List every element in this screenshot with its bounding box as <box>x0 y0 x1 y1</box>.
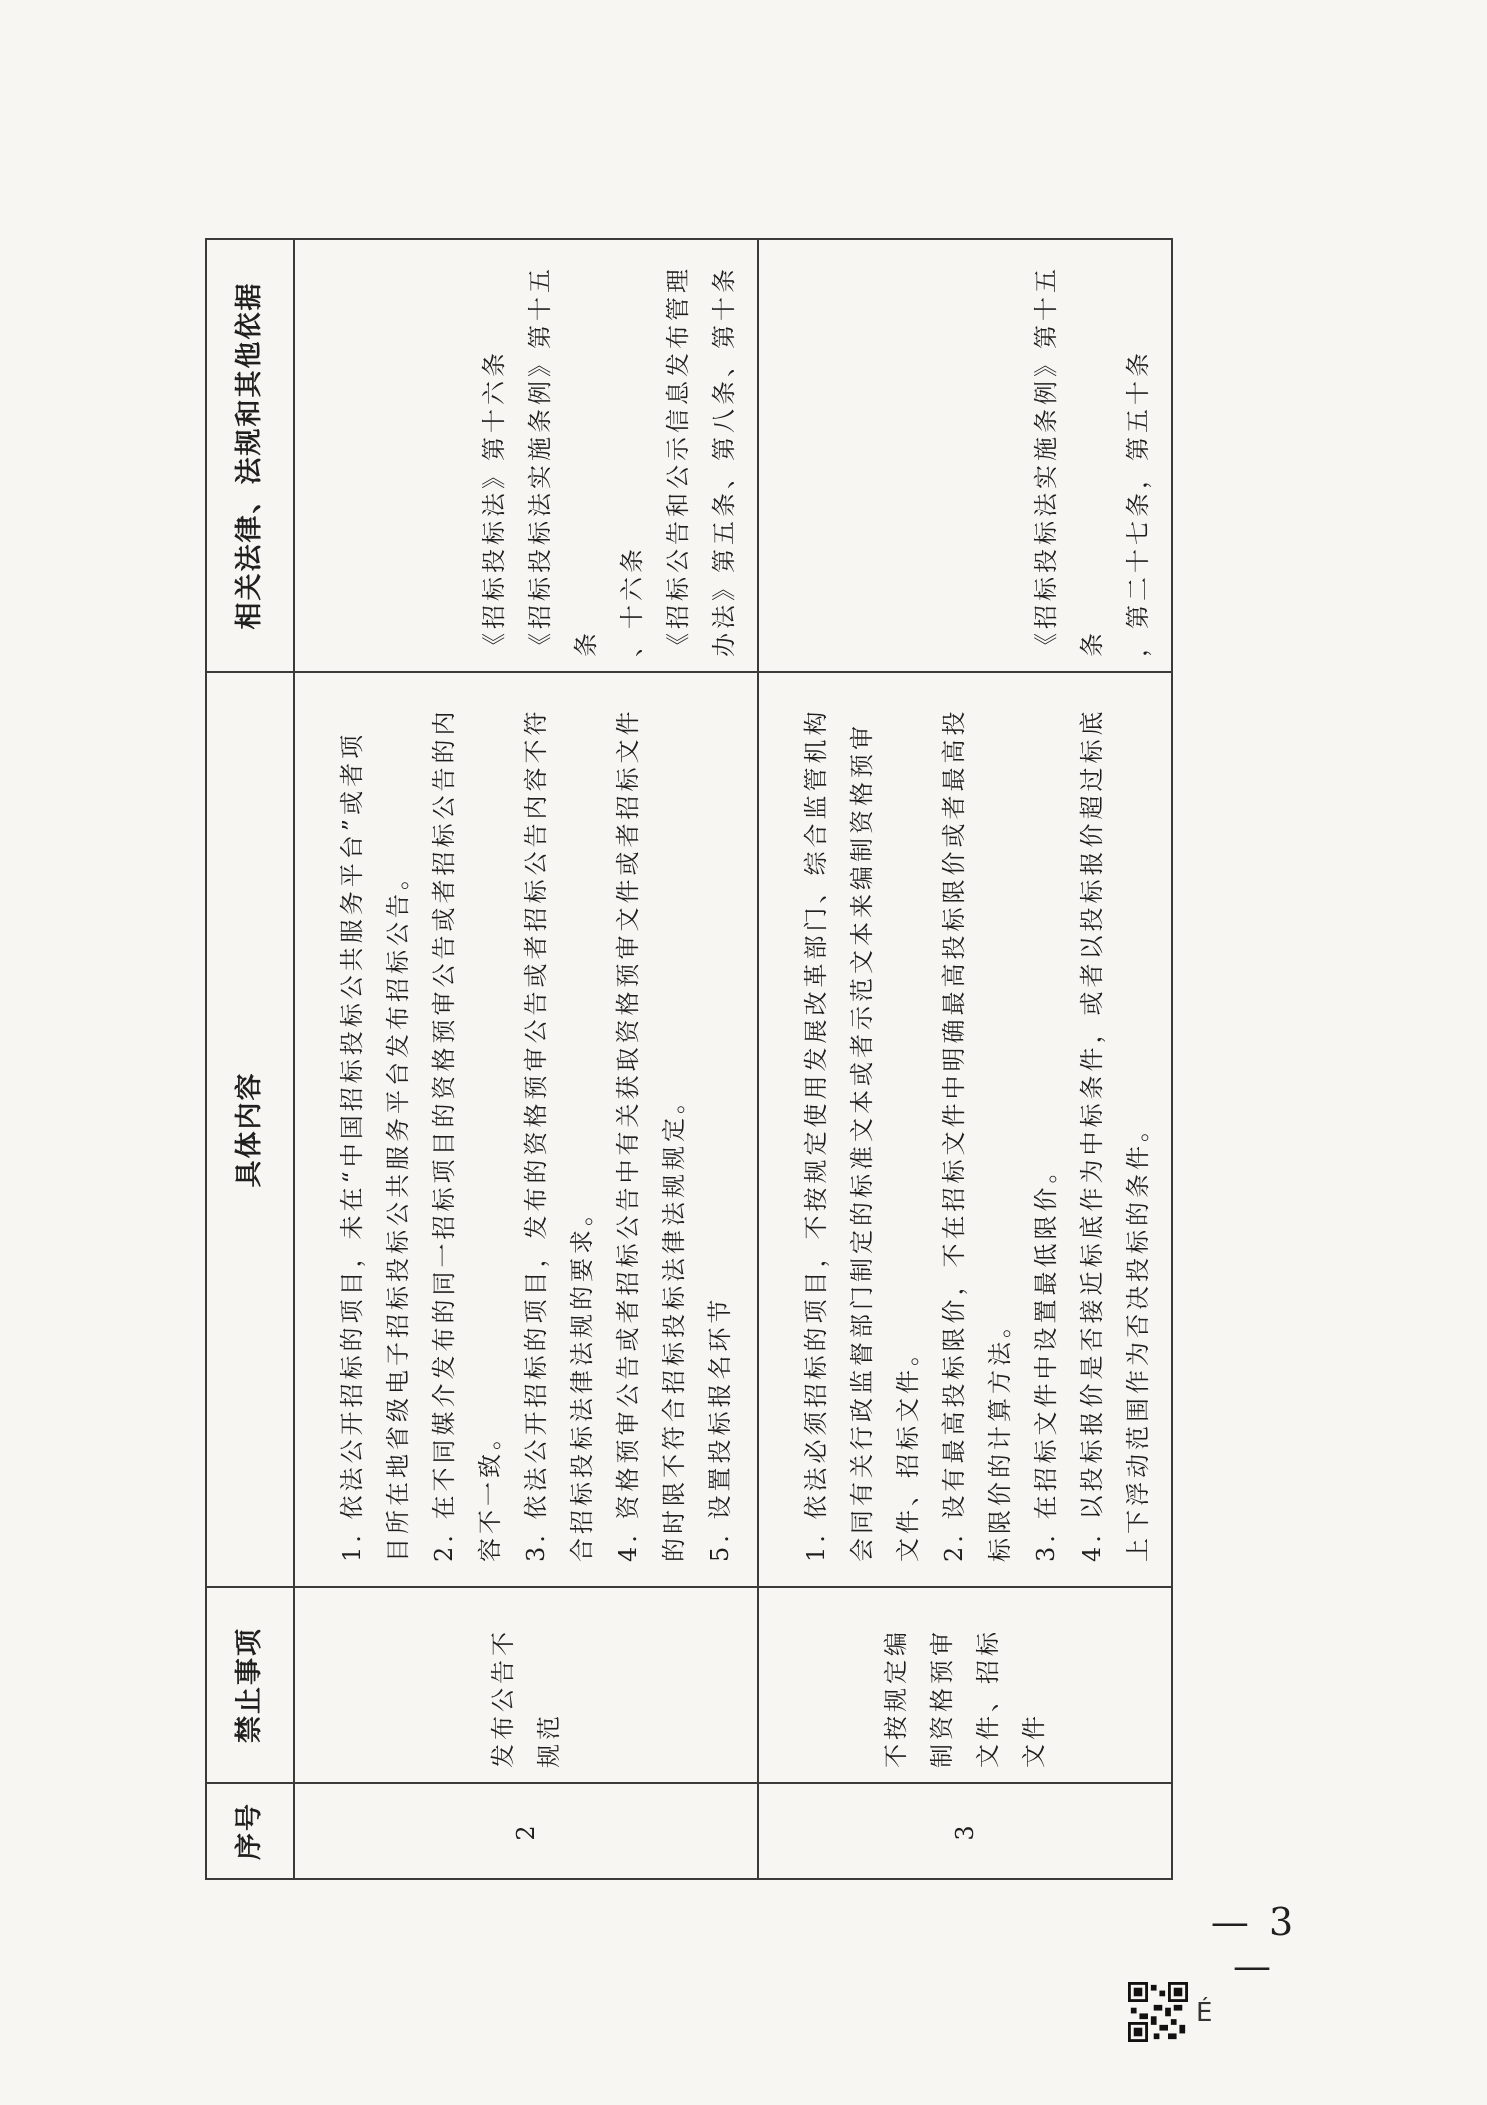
content-line: 容不一致。 <box>476 1422 504 1562</box>
content-line: 3. 依法公开招标的项目，发布的资格预审公告或者招标公告内容不符 <box>522 707 550 1562</box>
content-line: 2. 在不同媒介发布的同一招标项目的资格预审公告或者招标公告的内 <box>430 707 458 1562</box>
content-line: 3. 在招标文件中设置最低限价。 <box>1032 1155 1060 1562</box>
law-line: 、十六条 <box>618 545 646 657</box>
row-law <box>758 239 1172 672</box>
qr-code-icon <box>1128 1982 1188 2042</box>
header-law: 相关法律、法规和其他依据 <box>206 239 294 672</box>
qr-mark-text: É <box>1196 1998 1213 2028</box>
law-line: ，第二十七条，第五十条 <box>1124 349 1152 657</box>
prohibited-items-table <box>205 238 1173 1880</box>
table-row <box>758 239 1172 1879</box>
law-line: 《招标公告和公示信息发布管理 <box>664 265 692 657</box>
header-seq: 序号 <box>206 1783 294 1879</box>
content-line: 上下浮动范围作为否决投标的条件。 <box>1124 1114 1152 1562</box>
content-line: 目所在地省级电子招标投标公共服务平台发布招标公告。 <box>384 862 412 1562</box>
row-content <box>758 672 1172 1587</box>
row-seq: 2 <box>294 1783 758 1879</box>
content-line: 1. 依法必须招标的项目，不按规定使用发展改革部门、综合监管机构 <box>802 707 830 1562</box>
row-seq: 3 <box>758 1783 1172 1879</box>
row-item: 不按规定编制资格预审文件、招标文件 <box>758 1587 1172 1783</box>
table-row <box>294 239 758 1879</box>
content-line: 文件、招标文件。 <box>894 1338 922 1562</box>
content-line: 的时限不符合招标投标法律法规规定。 <box>660 1086 688 1562</box>
content-line: 2. 设有最高投标限价，不在招标文件中明确最高投标限价或者最高投 <box>940 707 968 1562</box>
row-item: 发布公告不规范 <box>294 1587 758 1783</box>
law-line: 《招标投标法实施条例》第十五条 <box>1032 265 1106 657</box>
header-content: 具体内容 <box>206 672 294 1587</box>
law-line: 办法》第五条、第八条、第十条 <box>710 265 738 657</box>
table-header-row <box>206 239 294 1879</box>
content-line: 合招标投标法律法规的要求。 <box>568 1198 596 1562</box>
content-line: 4. 以投标报价是否接近标底作为中标条件，或者以投标报价超过标底 <box>1078 707 1106 1562</box>
row-content <box>294 672 758 1587</box>
page-number: — 3 — <box>1210 1900 1298 1988</box>
content-line: 会同有关行政监督部门制定的标准文本或者示范文本来编制资格预审 <box>848 722 876 1562</box>
law-line: 《招标投标法》第十六条 <box>480 349 508 657</box>
content-line: 1. 依法公开招标的项目，未在“中国招标投标公共服务平台”或者项 <box>338 730 366 1562</box>
header-item: 禁止事项 <box>206 1587 294 1783</box>
row-law <box>294 239 758 672</box>
content-line: 标限价的计算方法。 <box>986 1310 1014 1562</box>
content-line: 4. 资格预审公告或者招标公告中有关获取资格预审文件或者招标文件 <box>614 707 642 1562</box>
rotated-table-wrapper <box>205 240 1152 1880</box>
law-line: 《招标投标法实施条例》第十五条 <box>526 265 600 657</box>
content-line: 5. 设置投标报名环节 <box>706 1295 734 1562</box>
